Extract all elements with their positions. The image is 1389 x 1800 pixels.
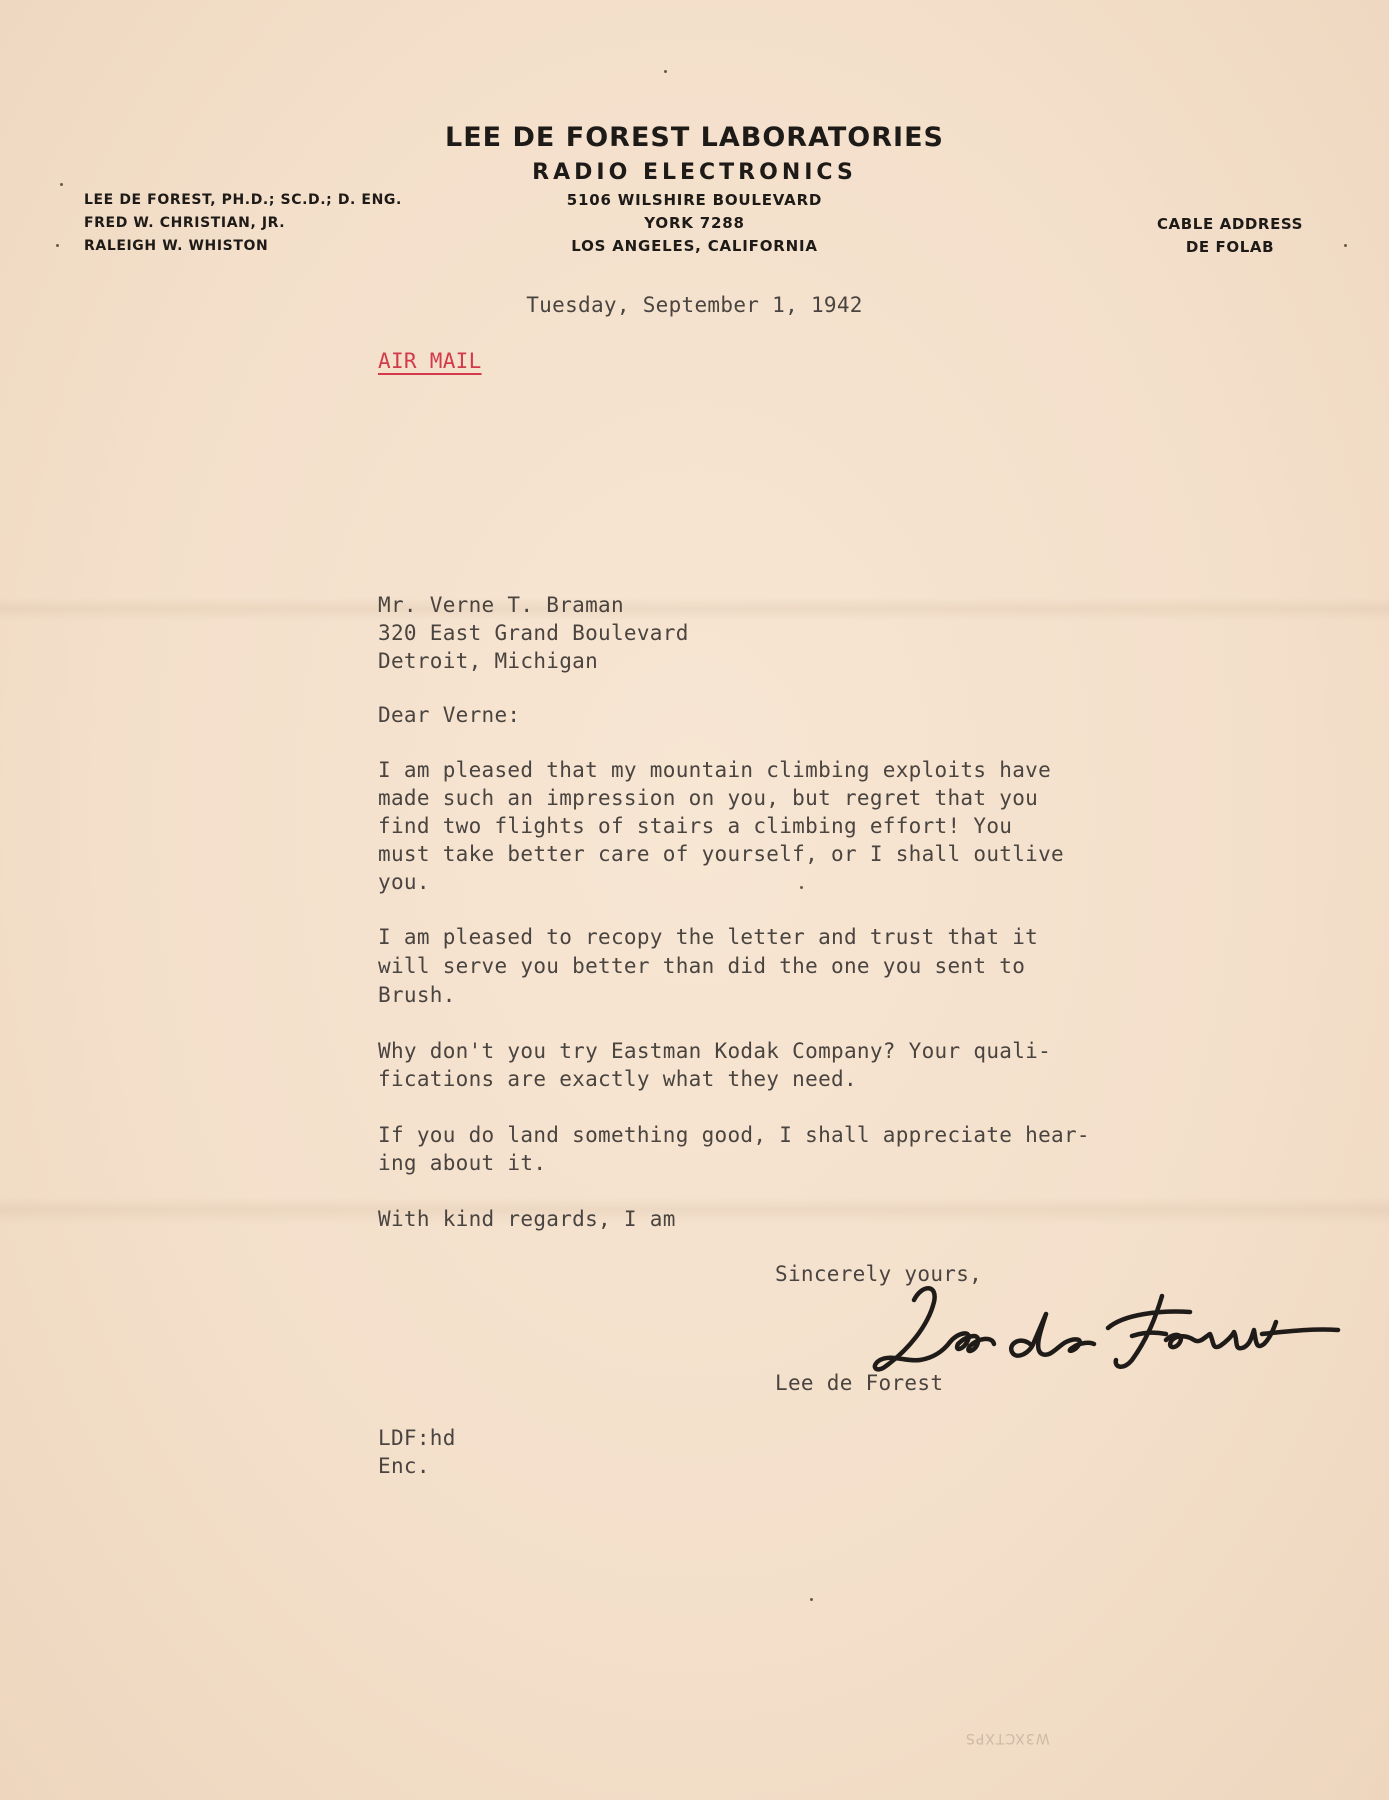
partner-name-2: FRED W. CHRISTIAN, JR. — [84, 215, 286, 231]
partner-name-3: RALEIGH W. WHISTON — [84, 238, 269, 254]
recipient-line-1: Mr. Verne T. Braman — [378, 593, 624, 617]
paragraph-2-line-2: will serve you better than did the one you sent to — [378, 954, 1026, 978]
recipient-line-2: 320 East Grand Boulevard — [378, 621, 689, 645]
letterhead-title: LEE DE FOREST LABORATORIES — [445, 122, 944, 153]
paper-speck — [810, 1598, 813, 1601]
paragraph-4-line-2: ing about it. — [378, 1151, 547, 1175]
letter-date: Tuesday, September 1, 1942 — [526, 293, 863, 317]
letterhead-address-line-2: YORK 7288 — [644, 214, 745, 232]
paragraph-1-line-3: find two flights of stairs a climbing effort! You — [378, 814, 1013, 838]
enclosure-notation: Enc. — [378, 1454, 430, 1478]
paragraph-1-line-2: made such an impression on you, but regret that you — [378, 786, 1039, 810]
typist-initials: LDF:hd — [378, 1426, 456, 1450]
cable-address-label: CABLE ADDRESS — [1156, 215, 1304, 233]
paper-speck — [56, 244, 59, 247]
paragraph-2-line-1: I am pleased to recopy the letter and trust that it — [378, 925, 1039, 949]
paper-speck — [1344, 244, 1347, 247]
handwritten-signature — [862, 1270, 1342, 1380]
closing-text: Sincerely yours, — [775, 1262, 983, 1286]
letterhead-address-line-1: 5106 WILSHIRE BOULEVARD — [566, 191, 823, 209]
salutation: Dear Verne: — [378, 703, 521, 727]
paper-speck — [664, 70, 667, 73]
paragraph-1-line-5: you. — [378, 870, 430, 894]
paper-speck — [800, 886, 803, 889]
paragraph-3-line-2: fications are exactly what they need. — [378, 1067, 857, 1091]
paragraph-3-line-1: Why don't you try Eastman Kodak Company? Your quali- — [378, 1039, 1052, 1063]
paragraph-1-line-1: I am pleased that my mountain climbing exploits have — [378, 758, 1052, 782]
typed-name: Lee de Forest — [775, 1371, 944, 1395]
letterhead-subtitle: RADIO ELECTRONICS — [532, 160, 857, 185]
air-mail-stamp: AIR MAIL — [378, 349, 482, 373]
pencil-inventory-note: W3XCTXPS — [965, 1730, 1050, 1746]
partner-name-1: LEE DE FOREST, PH.D.; SC.D.; D. ENG. — [84, 192, 402, 208]
letterhead-address-line-3: LOS ANGELES, CALIFORNIA — [571, 237, 818, 255]
paragraph-4-line-1: If you do land something good, I shall appreciate hear- — [378, 1123, 1090, 1147]
paragraph-2-line-3: Brush. — [378, 983, 456, 1007]
paragraph-5-line-1: With kind regards, I am — [378, 1207, 676, 1231]
paragraph-1-line-4: must take better care of yourself, or I shall outlive — [378, 842, 1064, 866]
cable-address-value: DE FOLAB — [1185, 238, 1275, 256]
recipient-line-3: Detroit, Michigan — [378, 649, 599, 673]
paper-speck — [60, 183, 63, 186]
